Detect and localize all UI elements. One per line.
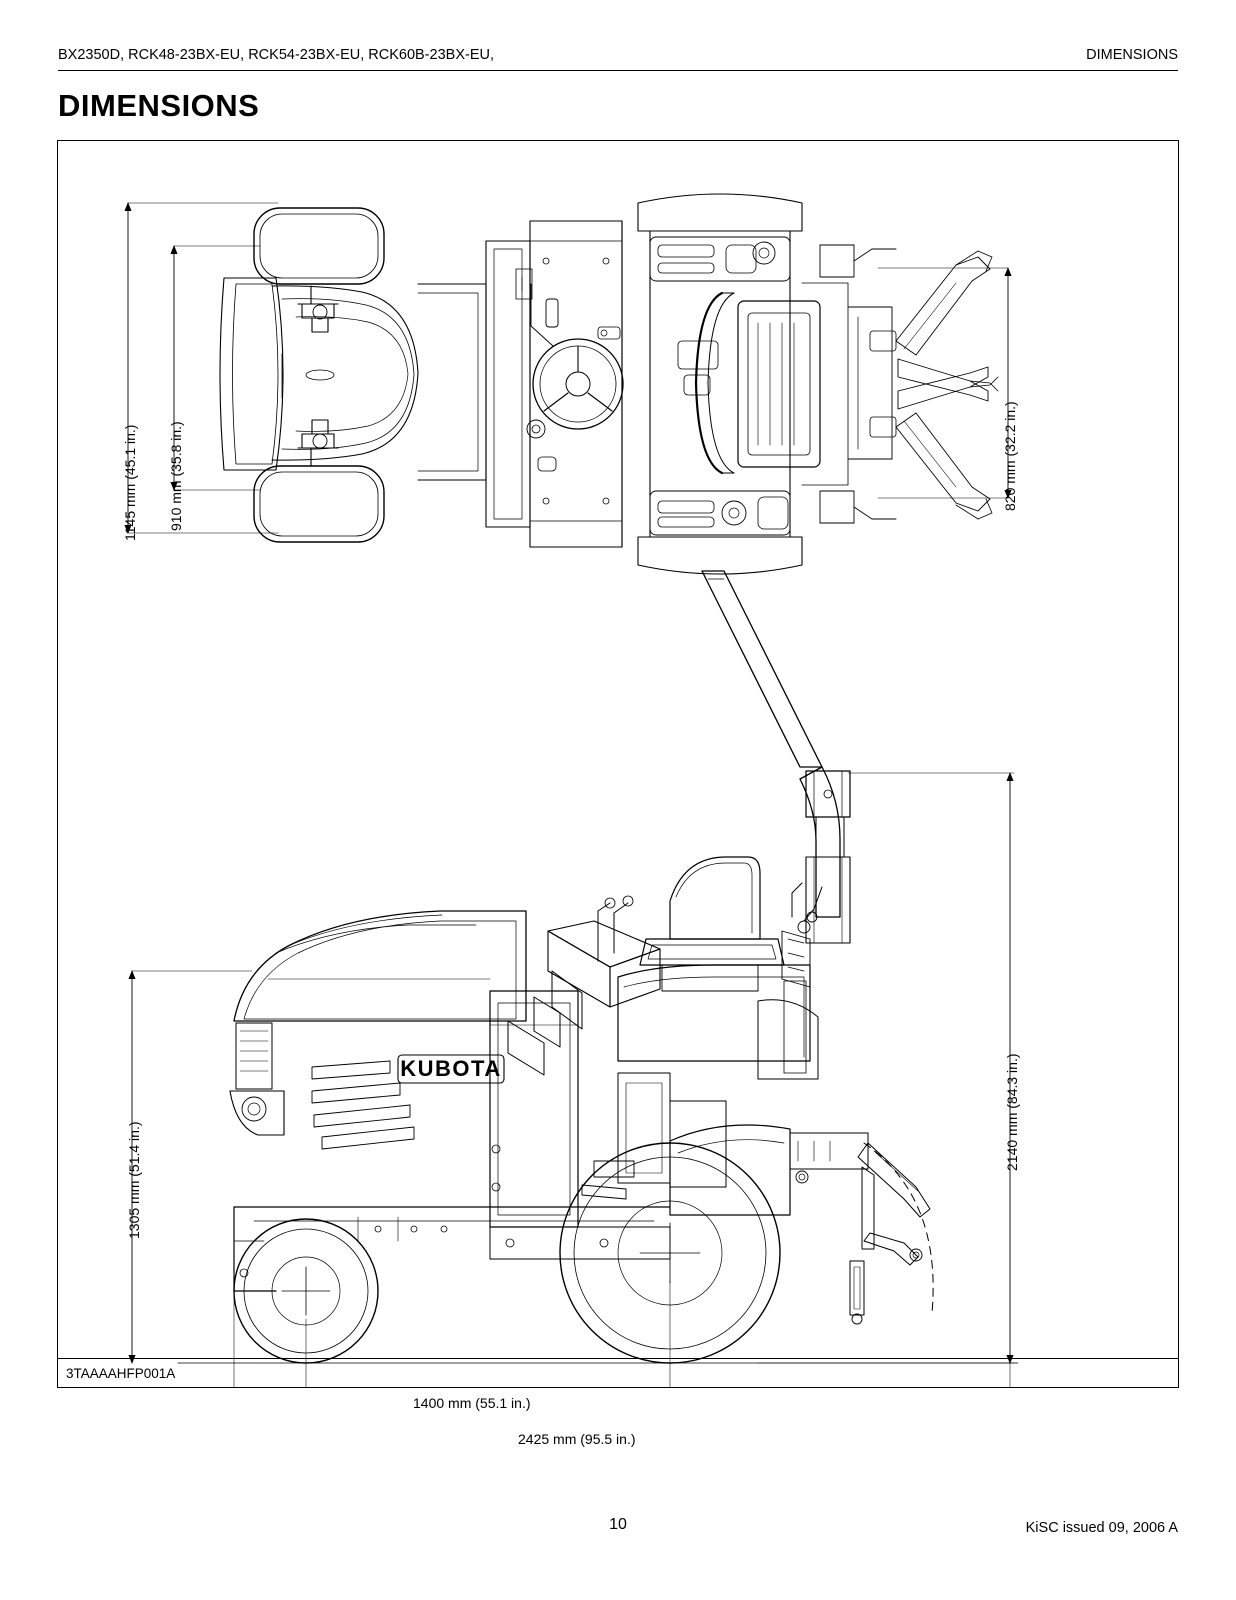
figure-frame bbox=[57, 140, 1179, 1447]
header-section-title: DIMENSIONS bbox=[1086, 47, 1178, 63]
dim-overall-length-label: 2425 mm (95.5 in.) bbox=[518, 1431, 636, 1447]
header-divider bbox=[58, 70, 1178, 71]
figure-caption-divider bbox=[58, 1358, 1178, 1359]
figure-drawing bbox=[58, 141, 1178, 1387]
dim-front-tread-label: 910 mm (35.8 in.) bbox=[168, 421, 184, 531]
header-model-list: BX2350D, RCK48-23BX-EU, RCK54-23BX-EU, RCK60B-23BX-EU, bbox=[58, 47, 494, 63]
footer-issue: KiSC issued 09, 2006 A bbox=[1025, 1520, 1178, 1536]
page-header bbox=[58, 45, 1178, 65]
dim-wheelbase-label: 1400 mm (55.1 in.) bbox=[413, 1395, 531, 1411]
figure-drawing-number: 3TAAAAHFP001A bbox=[66, 1366, 176, 1381]
footer-page-number: 10 bbox=[609, 1516, 627, 1533]
dim-rear-tread-label: 820 mm (32.2 in.) bbox=[1002, 401, 1018, 511]
svg-text:KUBOTA: KUBOTA bbox=[400, 1056, 502, 1081]
page-title: DIMENSIONS bbox=[58, 88, 260, 123]
dim-overall-height-folded-label: 1305 mm (51.4 in.) bbox=[126, 1121, 142, 1239]
dim-overall-width-label: 1145 mm (45.1 in.) bbox=[122, 424, 138, 541]
dim-overall-height-rops-label: 2140 mm (84.3 in.) bbox=[1004, 1053, 1020, 1171]
